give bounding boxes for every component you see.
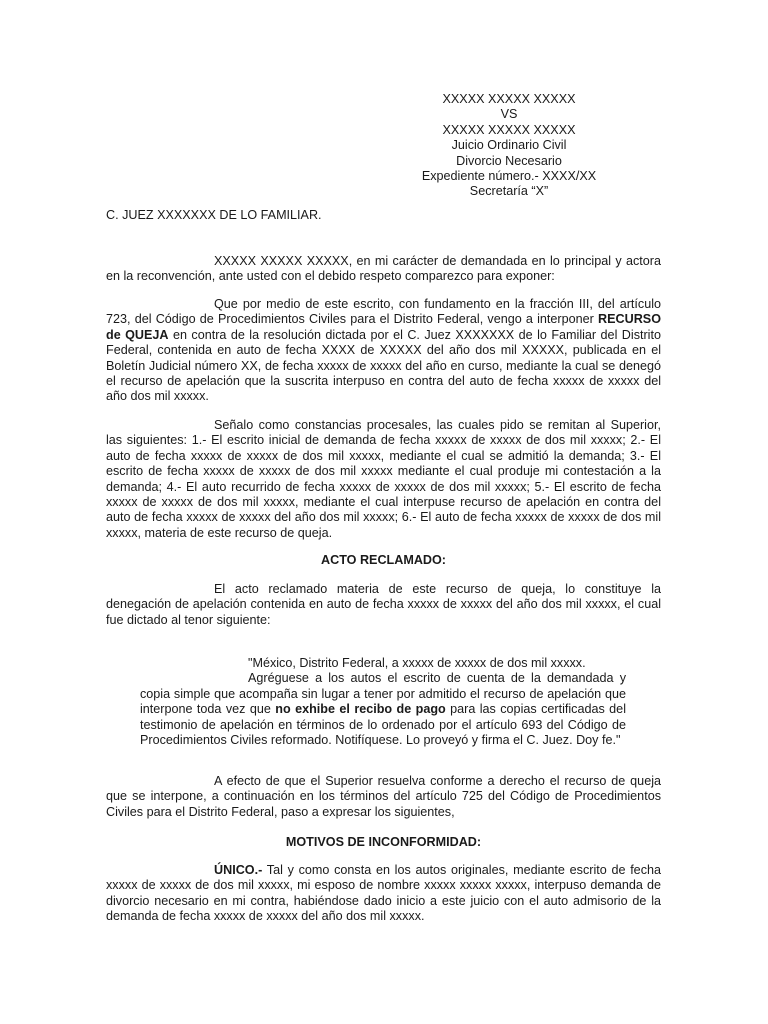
quoted-ruling (140, 656, 626, 748)
quote-text-1: Agréguese a los autos el escrito de cuenta de la demandada y copia simple que acompaña sin lugar a tener por admitido el recurso de apelación que interpone toda vez que (140, 671, 626, 717)
evidence-text: Señalo como constancias procesales, las cuales pido se remitan al Superior, las siguientes: 1.- El escrito inicial de demanda de fecha xxxxx de xxxxx de dos mil xxxxx; 2.- El auto de fecha xxxxx de xxxxx de dos mil xxxxx, mediante el cual se admitió la demanda; 3.- El escrito de fecha xxxxx de xxxxx de dos mil xxxxx mediante el cual produje mi contestación a la demanda; 4.- El auto recurrido de fecha xxxxx de xxxxx de dos mil xxxxx; 5.- El escrito de fecha xxxxx de xxxxx de dos mil xxxxx, mediante el cual interpuse recurso de apelación en contra del auto de fecha xxxxx de xxxxx del año dos mil xxxxx; 6.- El auto de fecha xxxxx de xxxxx de dos mil xxxxx, materia de este recurso de queja. (106, 418, 661, 540)
unique-paragraph (106, 863, 661, 925)
section-heading-motivos: MOTIVOS DE INCONFORMIDAD: (285, 835, 482, 849)
quote-line-1: "México, Distrito Federal, a xxxxx de xxxxx de dos mil xxxxx. (248, 656, 586, 670)
addressee: C. JUEZ XXXXXXX DE LO FAMILIAR. (106, 208, 322, 222)
case-header (400, 92, 618, 200)
complaint-bold-term: RECURSO de QUEJA (106, 312, 661, 342)
complaint-paragraph (106, 297, 661, 405)
intro-paragraph (106, 254, 661, 285)
quote-text-2: para las copias certificadas del testimonio de apelación en términos de lo ordenado por el artículo 693 del Código de Procedimientos Civiles reformado. Notifíquese. Lo proveyó y firma el C. Juez. Doy fe." (140, 702, 626, 748)
case-versus: VS (500, 107, 518, 122)
act-text: El acto reclamado materia de este recurso de queja, lo constituye la denegación de apelación contenida en auto de fecha xxxxx de xxxxx del año dos mil xxxxx, el cual fue dictado al tenor siguiente: (106, 582, 661, 627)
case-party-defendant: XXXXX XXXXX XXXXX (442, 122, 576, 137)
case-file-number: Expediente número.- XXXX/XX (421, 169, 597, 184)
case-party-plaintiff: XXXXX XXXXX XXXXX (442, 92, 576, 106)
section-heading-acto: ACTO RECLAMADO: (321, 553, 446, 567)
complaint-text-2: en contra de la resolución dictada por el C. Juez XXXXXXX de lo Familiar del Distrito Federal, contenida en auto de fecha XXXX de XXXXX del año dos mil XXXXX, publicada en el Boletín Judicial número XX, de fecha xxxxx de xxxxx del año en curso, mediante la cual se denegó el recurso de apelación que la suscrita interpuso en contra del auto de fecha xxxxx de xxxxx del año dos mil xxxxx. (106, 327, 661, 404)
complaint-text-1: Que por medio de este escrito, con fundamento en la fracción III, del artículo 723, del Código de Procedimientos Civiles para el Distrito Federal, vengo a interponer (106, 297, 661, 327)
effect-paragraph (106, 774, 661, 820)
case-trial-type: Juicio Ordinario Civil (451, 138, 567, 153)
unique-bold-label: ÚNICO.- (214, 863, 263, 877)
quote-bold-term: no exhibe el recibo de pago (275, 702, 446, 717)
unique-text: Tal y como consta en los autos originales, mediante escrito de fecha xxxxx de xxxxx de dos mil xxxxx, mi esposo de nombre xxxxx xxxxx xxxxx, interpuso demanda de divorcio necesario en mi contra, habiéndose dado inicio a este juicio con el auto admisorio de la demanda de fecha xxxxx de xxxxx del año dos mil xxxxx. (106, 863, 661, 924)
case-secretariat: Secretaría “X” (469, 184, 549, 199)
act-paragraph (106, 582, 661, 628)
evidence-paragraph (106, 418, 661, 541)
case-matter: Divorcio Necesario (456, 153, 562, 168)
effect-text: A efecto de que el Superior resuelva conforme a derecho el recurso de queja que se interpone, a continuación en los términos del artículo 725 del Código de Procedimientos Civiles para el Distrito Federal, paso a expresar los siguientes, (106, 774, 661, 819)
intro-text: XXXXX XXXXX XXXXX, en mi carácter de demandada en lo principal y actora en la reconvención, ante usted con el debido respeto comparezco para exponer: (106, 254, 661, 284)
